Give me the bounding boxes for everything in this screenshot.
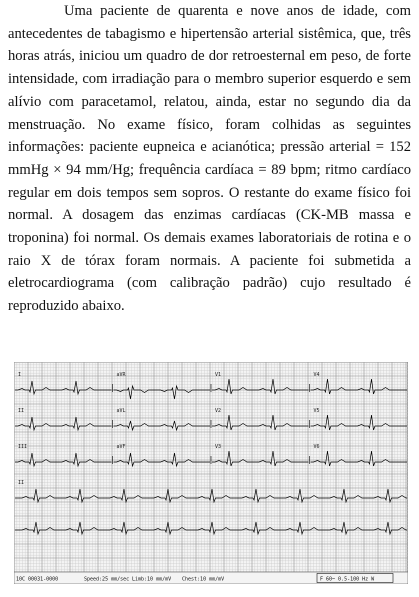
ecg-footer-text: Speed:25 mm/sec (84, 576, 130, 583)
ecg-lead-label: II (18, 408, 25, 414)
ecg-grid (14, 362, 408, 584)
ecg-footer (14, 572, 408, 584)
ecg-footer-text: 10C 00031-0000 (16, 576, 59, 583)
ecg-lead-label: III (18, 444, 28, 450)
ecg-lead-label: V5 (313, 408, 320, 414)
ecg-lead-label: aVR (116, 372, 126, 378)
ecg-footer-text: Limb:10 mm/mV (132, 576, 172, 583)
ecg-lead-label: aVL (116, 408, 126, 414)
ecg-figure (14, 362, 408, 584)
ecg-lead-label: V6 (313, 444, 320, 450)
ecg-footer-text: Chest:10 mm/mV (182, 576, 225, 583)
ecg-paper (14, 362, 408, 584)
ecg-lead-label: V3 (215, 444, 222, 450)
ecg-rhythm-label: II (18, 480, 25, 486)
ecg-tracing (14, 362, 408, 584)
ecg-lead-label: V1 (215, 372, 222, 378)
case-description (8, 0, 411, 318)
ecg-lead-label: aVF (116, 444, 126, 450)
ecg-lead-label: V2 (215, 408, 222, 414)
ecg-footer-text: F 60~ 0.5-100 Hz W (320, 576, 375, 583)
ecg-lead-label: I (18, 372, 22, 378)
case-paragraph: Uma paciente de quarenta e nove anos de idade, com antecedentes de tabagismo e hipertensão arterial sistêmica, que, três horas atrás, iniciou um quadro de dor retroesternal em peso, de forte intensidade, com irradiação para o membro superior esquerdo e sem alívio com paracetamol, relatou, ainda, estar no segundo dia da menstruação. No exame físico, foram colhidas as seguintes informações: paciente eupneica e acianótica; pressão arterial = 152 mmHg × 94 mm/Hg; frequência cardíaca = 89 bpm; ritmo cardíaco regular em dois tempos sem sopros. O restante do exame físico foi normal. A dosagem das enzimas cardíacas (CK-MB massa e troponina) foi normal. Os demais exames laboratoriais de rotina e o raio X de tórax foram normais. A paciente foi submetida a eletrocardiograma (com calibração padrão) cujo resultado é reproduzido abaixo. (8, 3, 411, 315)
ecg-lead-label: V4 (313, 372, 320, 378)
